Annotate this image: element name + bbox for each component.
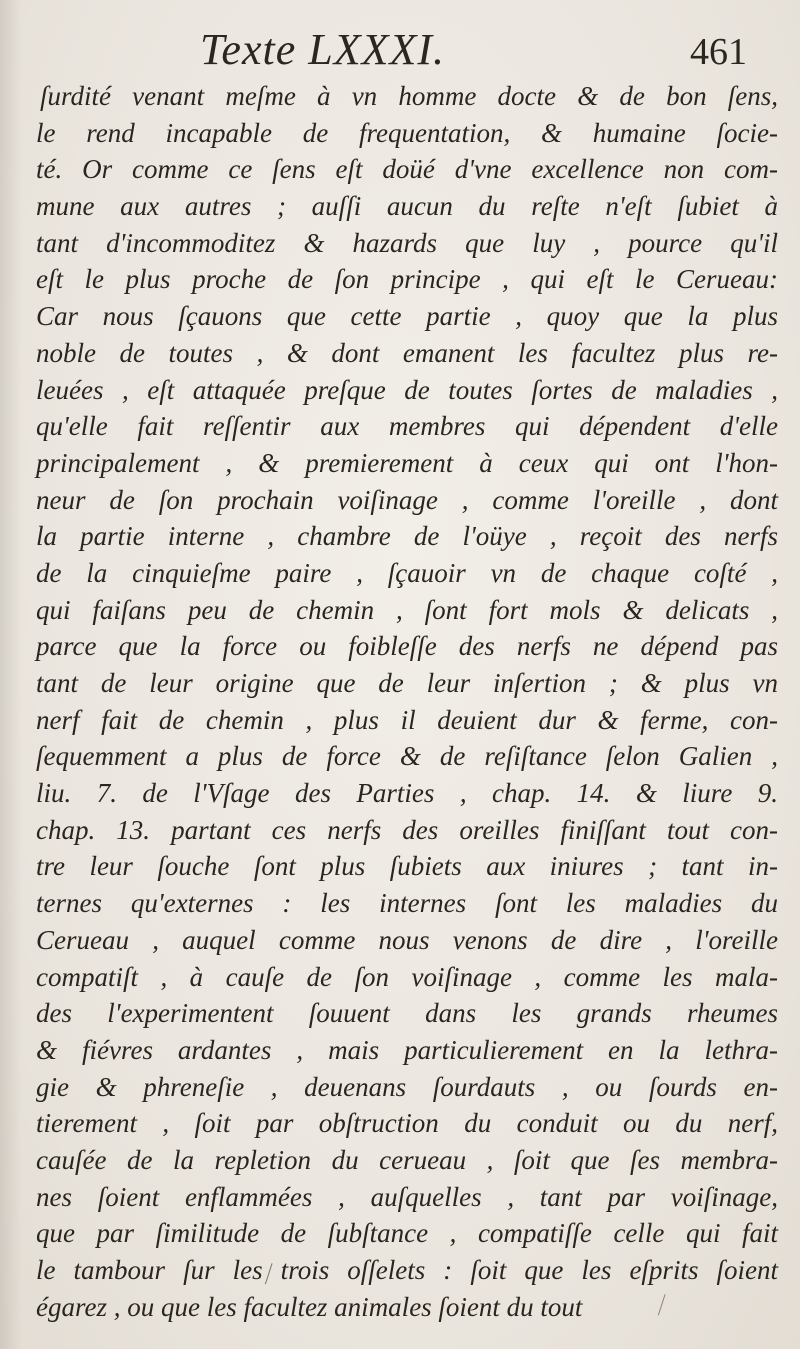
text-line: le rend incapable de frequentation, & humaine ſocie- xyxy=(36,117,778,148)
text-line: tierement , ſoit par obſtruction du conduit ou du nerf, xyxy=(36,1108,778,1139)
text-line: qu'elle fait reſſentir aux membres qui dépendent d'elle xyxy=(36,411,778,442)
page-number: 461 xyxy=(690,31,747,73)
text-line: que par ſimilitude de ſubſtance , compatiſſe celle qui fait xyxy=(36,1218,778,1249)
text-line: noble de toutes , & dont emanent les facultez plus re- xyxy=(36,337,778,368)
text-line: tant d'incommoditez & hazards que luy , pource qu'il xyxy=(36,227,778,258)
text-line: nes ſoient enflammées , auſquelles , tant par voiſinage, xyxy=(36,1181,778,1212)
text-line: égarez , ou que les facultez animales ſoient du tout xyxy=(36,1291,583,1322)
text-line: Cerueau , auquel comme nous venons de dire , l'oreille xyxy=(36,924,778,955)
text-line: mune aux autres ; auſſi aucun du reſte n'eſt ſubiet à xyxy=(36,191,778,222)
text-line: tre leur ſouche ſont plus ſubiets aux iniures ; tant in- xyxy=(36,851,778,882)
text-line: ſurdité venant meſme à vn homme docte & de bon ſens, xyxy=(40,81,778,111)
body-text xyxy=(36,78,778,1325)
text-line: gie & phreneſie , deuenans ſourdauts , ou ſourds en- xyxy=(36,1071,778,1102)
text-line: cauſée de la repletion du cerueau , ſoit que ſes membra- xyxy=(36,1144,778,1175)
page-header xyxy=(0,18,800,76)
running-title: Texte LXXXI. xyxy=(200,25,445,74)
text-line: neur de ſon prochain voiſinage , comme l'oreille , dont xyxy=(36,484,778,515)
text-line: eſt le plus proche de ſon principe , qui eſt le Cerueau: xyxy=(36,264,778,295)
text-line: compatiſt , à cauſe de ſon voiſinage , comme les mala- xyxy=(36,961,778,992)
text-line: té. Or comme ce ſens eſt doüé d'vne excellence non com- xyxy=(36,154,778,185)
text-line: Car nous ſçauons que cette partie , quoy que la plus xyxy=(36,301,778,332)
gutter-shadow xyxy=(0,0,22,1349)
text-line: des l'experimentent ſouuent dans les grands rheumes xyxy=(36,998,778,1029)
text-line: principalement , & premierement à ceux qui ont l'hon- xyxy=(36,447,778,478)
text-line: ſequemment a plus de force & de reſiſtance ſelon Galien , xyxy=(36,741,778,772)
text-line: parce que la force ou foibleſſe des nerfs ne dépend pas xyxy=(36,631,778,662)
text-line: & fiévres ardantes , mais particulierement en la lethra- xyxy=(36,1034,778,1065)
text-line: tant de leur origine que de leur inſertion ; & plus vn xyxy=(36,668,778,698)
text-line: ternes qu'externes : les internes ſont les maladies du xyxy=(36,888,778,919)
text-line: nerf fait de chemin , plus il deuient dur & ferme, con- xyxy=(36,704,778,735)
text-line: qui faiſans peu de chemin , ſont fort mols & delicats , xyxy=(36,594,778,625)
text-line: de la cinquieſme paire , ſçauoir vn de chaque coſté , xyxy=(36,557,778,588)
text-line: le tambour ſur les trois oſſelets : ſoit que les eſprits ſoient xyxy=(36,1255,778,1285)
text-line: la partie interne , chambre de l'oüye , reçoit des nerfs xyxy=(36,521,778,552)
text-line: chap. 13. partant ces nerfs des oreilles finiſſant tout con- xyxy=(36,814,778,845)
text-line: liu. 7. de l'Vſage des Parties , chap. 14. & liure 9. xyxy=(36,778,778,809)
text-line: leuées , eſt attaquée preſque de toutes ſortes de maladies , xyxy=(36,374,778,405)
